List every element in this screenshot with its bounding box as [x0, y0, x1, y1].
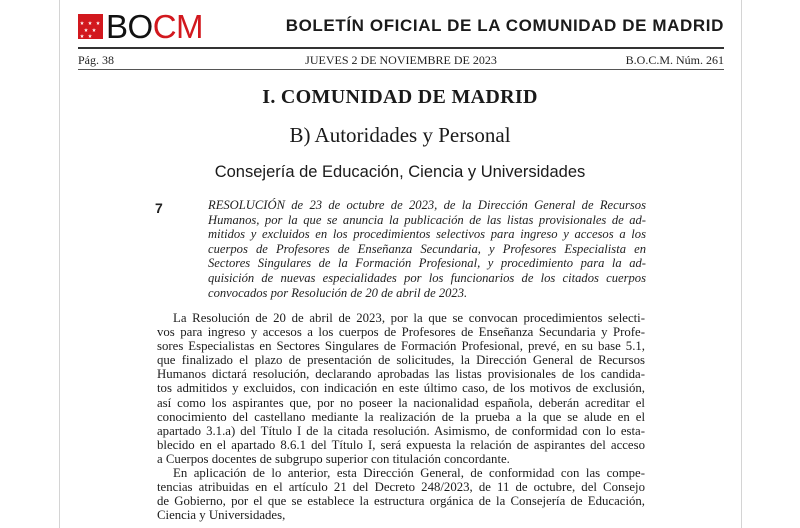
body-line: sores Especialistas en Sectores Singulares de Formación Profesional, prevé, en su base 5.1,	[157, 339, 645, 354]
body-line: de Gobierno, por el que se establece la estructura orgánica de la Consejería de Educación,	[157, 494, 645, 509]
header-rule-bottom	[78, 69, 724, 70]
body-line: que finalizado el plazo de presentación de solicitudes, la Dirección General de Recursos	[157, 353, 645, 368]
body-line: blecido en el apartado 8.6.1 del Título I, será expuesta la relación de aspirantes del acceso	[157, 437, 645, 452]
body-line: apartado 3.1.a) del Título I de la citada resolución. Asimismo, de conformidad con lo esta-	[157, 423, 645, 438]
resolution-line: cuerpos de Profesores de Enseñanza Secundaria, y Profesores Especialista en	[208, 241, 646, 256]
logo-text-cm: CM	[152, 8, 204, 45]
resolution-line: convocados por Resolución de 20 de abril de 2023.	[208, 285, 468, 300]
body-line: Humanos dictará resolución, declarando aprobadas las listas provisionales de los candida-	[157, 367, 645, 382]
announcement-number: 7	[155, 200, 163, 216]
page-number: Pág. 38	[78, 53, 114, 67]
resolution-line: Sectores Singulares de la Formación Profesional, y procedimiento para la ad-	[208, 256, 646, 271]
page-left-border	[59, 0, 60, 528]
issue-date: JUEVES 2 DE NOVIEMBRE DE 2023	[305, 53, 497, 67]
bulletin-header	[78, 8, 724, 44]
body-text	[157, 311, 645, 522]
bulletin-title: BOLETÍN OFICIAL DE LA COMUNIDAD DE MADRID	[285, 16, 724, 35]
section-subtitle: B) Autoridades y Personal	[289, 123, 511, 147]
resolution-line: quisición de nuevas especialidades por los funcionarios de los citados cuerpos	[208, 270, 646, 285]
body-line: La Resolución de 20 de abril de 2023, por la que se convocan procedimientos selecti-	[173, 311, 645, 325]
resolution-summary	[208, 198, 646, 300]
body-line: así como los aspirantes que, por no poseer la nacionalidad española, deberán acreditar el	[157, 395, 645, 410]
bocm-logo	[78, 10, 203, 43]
resolution-line: RESOLUCIÓN de 23 de octubre de 2023, de la Dirección General de Recursos	[208, 198, 646, 212]
department-name: Consejería de Educación, Ciencia y Universidades	[214, 163, 586, 181]
body-line: tencias atribuidas en el artículo 21 del Decreto 248/2023, de 11 de octubre, del Consejo	[157, 480, 645, 495]
resolution-line: Humanos, por la que se anuncia la publicación de las listas provisionales de ad-	[208, 212, 646, 227]
logo-text-bo: BO	[106, 8, 153, 45]
body-line: Ciencia y Universidades,	[157, 508, 286, 523]
body-line: tos admitidos y excluidos, con indicación en este último caso, de los motivos de exclusión,	[157, 381, 645, 396]
body-line: a Cuerpos docentes de subgrupo superior con titulación concordante.	[157, 451, 510, 466]
section-title: I. COMUNIDAD DE MADRID	[262, 86, 538, 108]
issue-number: B.O.C.M. Núm. 261	[625, 53, 724, 67]
body-line: En aplicación de lo anterior, esta Dirección General, de conformidad con las compe-	[173, 466, 645, 481]
page-right-border	[741, 0, 742, 528]
body-line: vos para ingreso y accesos a los cuerpos de Profesores de Enseñanza Secundaria y Profe-	[157, 325, 645, 340]
body-line: conocimiento del castellano mediante la realización de la prueba a la que se alude en el	[157, 409, 645, 424]
header-rule-top	[78, 47, 724, 49]
logo-text	[106, 10, 203, 43]
madrid-stars-icon	[78, 14, 103, 39]
resolution-line: mitidos y excluidos en los procedimientos selectivos para ingreso y accesos a los	[208, 227, 646, 242]
